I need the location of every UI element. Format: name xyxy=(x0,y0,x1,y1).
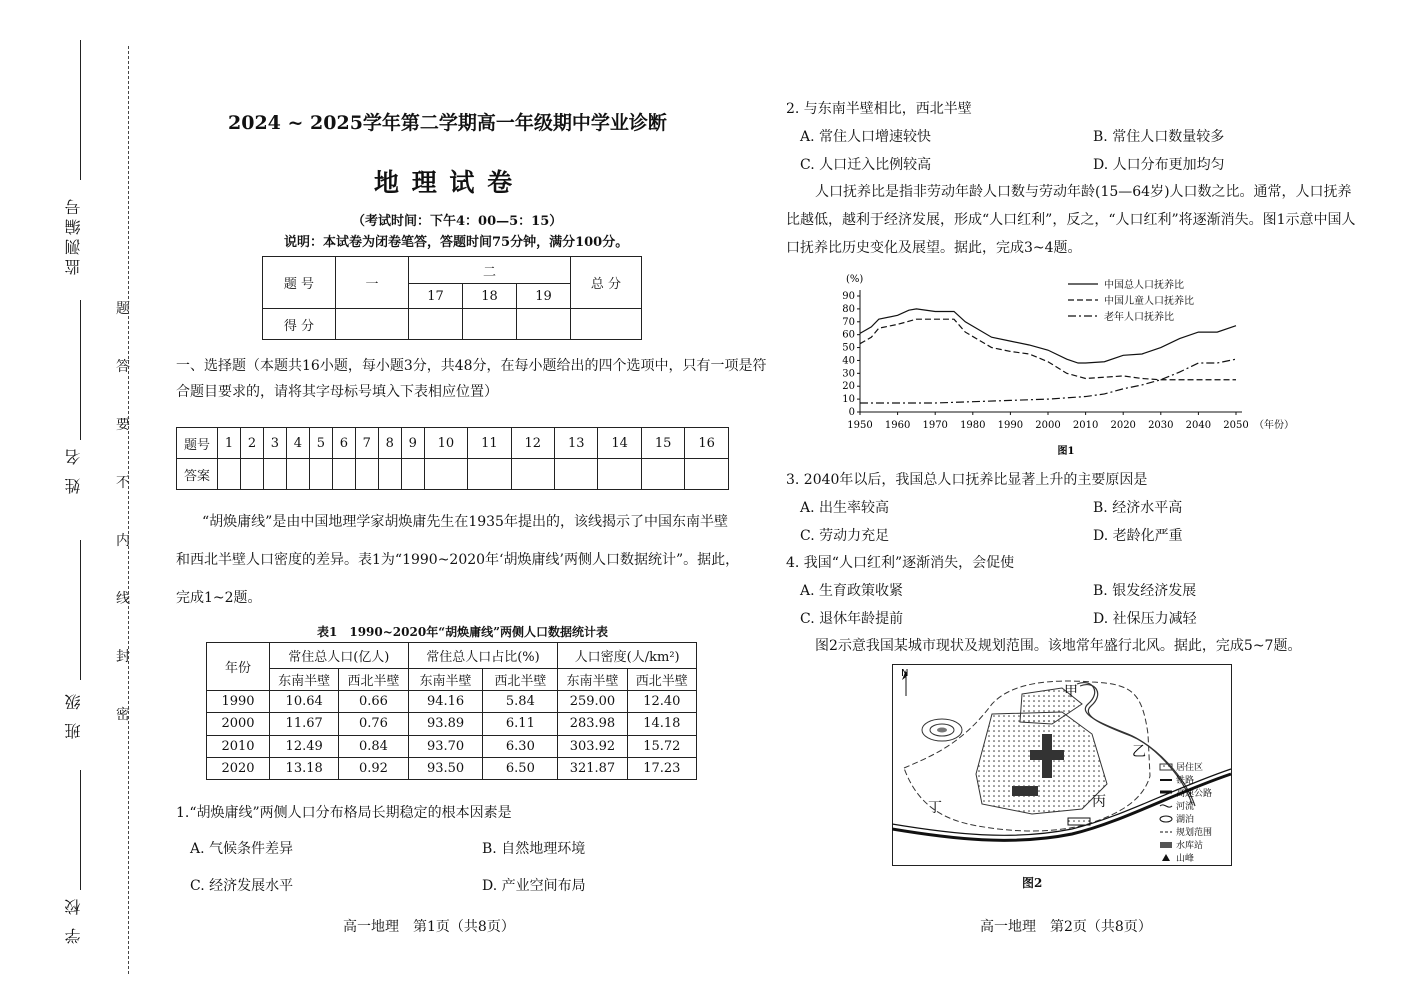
q2-option-c[interactable]: C. 人口迁入比例较高 xyxy=(800,157,932,173)
table-row xyxy=(207,713,697,735)
y-tick-label: 60 xyxy=(842,329,855,341)
passage1-line1: “胡焕庸线”是由中国地理学家胡焕庸先生在1935年提出的，该线揭示了中国东南半壁 xyxy=(202,514,728,530)
answer-number: 6 xyxy=(332,428,355,459)
seal-line xyxy=(128,46,130,974)
score-cell[interactable] xyxy=(463,309,517,340)
footer-left: 高一地理 第1页（共8页） xyxy=(343,919,515,935)
answer-number: 1 xyxy=(218,428,241,459)
legend-label-0: 中国总人口抚养比 xyxy=(1104,280,1184,291)
q4-option-c[interactable]: C. 退休年龄提前 xyxy=(800,611,904,627)
passage3: 图2示意我国某城市现状及规划范围。该地常年盛行北风。据此，完成5~7题。 xyxy=(815,638,1302,654)
passage1-line2: 和西北半壁人口密度的差异。表1为“1990~2020年‘胡焕庸线’两侧人口数据统计”。据此， xyxy=(176,552,740,568)
legend-railway: 铁路 xyxy=(1176,776,1195,786)
table1-caption: 表1 1990~2020年“胡焕庸线”两侧人口数据统计表 xyxy=(317,625,609,639)
q1-option-d[interactable]: D. 产业空间布局 xyxy=(482,878,586,894)
x-tick-label: 2030 xyxy=(1148,420,1174,431)
answer-number: 12 xyxy=(511,428,554,459)
x-tick-label: 2010 xyxy=(1072,420,1099,431)
score-q18: 18 xyxy=(463,284,517,309)
cell-value: 14.18 xyxy=(627,713,696,735)
x-tick-label: 2020 xyxy=(1110,420,1136,431)
seal-char: 内 xyxy=(116,533,130,549)
answer-cell[interactable] xyxy=(286,459,309,490)
table-row xyxy=(207,735,697,757)
table1 xyxy=(206,642,697,780)
table1-head-northwest: 西北半壁 xyxy=(627,669,696,691)
score-sec1: 一 xyxy=(336,257,409,309)
legend-residential-icon xyxy=(1160,764,1172,770)
cell-value: 6.50 xyxy=(483,757,558,779)
cell-year: 2010 xyxy=(207,735,270,757)
legend-station-icon xyxy=(1160,842,1172,848)
x-tick-label: 1950 xyxy=(847,420,873,431)
score-sec2: 二 xyxy=(409,257,571,284)
exam-title: 2024 ~ 2025学年第二学期高一年级期中学业诊断 xyxy=(228,112,667,134)
table1-group-population: 常住总人口(亿人) xyxy=(270,643,409,669)
y-tick-label: 30 xyxy=(842,368,855,380)
section1-line2: 合题目要求的，请将其字母标号填入下表相应位置） xyxy=(176,384,498,400)
seal-char: 密 xyxy=(116,707,130,723)
table1-head-northwest: 西北半壁 xyxy=(483,669,558,691)
answer-cell[interactable] xyxy=(641,459,684,490)
cell-value: 6.30 xyxy=(483,735,558,757)
cell-value: 259.00 xyxy=(558,691,627,713)
class-line xyxy=(80,540,81,680)
x-tick-label: 1990 xyxy=(997,420,1024,431)
seal-char: 封 xyxy=(116,649,130,665)
cell-value: 0.76 xyxy=(339,713,408,735)
cell-value: 17.23 xyxy=(627,757,696,779)
q2-option-d[interactable]: D. 人口分布更加均匀 xyxy=(1093,157,1225,173)
answer-cell[interactable] xyxy=(332,459,355,490)
y-tick-label: 90 xyxy=(842,291,855,302)
binding-margin xyxy=(0,0,140,1004)
q4-stem: 4. 我国“人口红利”逐渐消失，会促使 xyxy=(786,555,1015,571)
cell-value: 12.49 xyxy=(270,735,339,757)
q3-option-a[interactable]: A. 出生率较高 xyxy=(800,500,890,516)
passage2-line2: 比越低，越利于经济发展，形成“人口红利”，反之，“人口红利”将逐渐消失。图1示意中国人 xyxy=(786,212,1356,228)
q3-option-d[interactable]: D. 老龄化严重 xyxy=(1093,528,1183,544)
answer-cell[interactable] xyxy=(511,459,554,490)
answer-grid-label-no: 题号 xyxy=(177,428,218,459)
answer-number: 16 xyxy=(685,428,729,459)
exam-time: （考试时间：下午4：00—5：15） xyxy=(352,214,563,229)
city-plan-map xyxy=(892,664,1232,868)
cell-value: 321.87 xyxy=(558,757,627,779)
answer-number: 15 xyxy=(641,428,684,459)
legend-peak: 山峰 xyxy=(1176,854,1195,864)
q3-option-c[interactable]: C. 劳动力充足 xyxy=(800,528,890,544)
y-tick-label: 0 xyxy=(848,407,855,418)
seal-char: 要 xyxy=(116,417,130,433)
q4-option-a[interactable]: A. 生育政策收紧 xyxy=(800,583,904,599)
answer-number: 8 xyxy=(378,428,401,459)
seal-char: 不 xyxy=(116,475,130,491)
class-label: 班 级 xyxy=(64,690,83,740)
city-core xyxy=(1012,786,1038,796)
hydropower-station-icon xyxy=(1068,818,1090,825)
table1-head-southeast: 东南半壁 xyxy=(558,669,627,691)
cell-value: 93.50 xyxy=(408,757,483,779)
y-tick-label: 40 xyxy=(842,355,855,367)
table1-group-density: 人口密度(人/km²) xyxy=(558,643,697,669)
score-cell[interactable] xyxy=(571,309,642,340)
q3-option-b[interactable]: B. 经济水平高 xyxy=(1093,500,1183,516)
passage2-line3: 口抚养比历史变化及展望。据此，完成3~4题。 xyxy=(786,240,1082,256)
score-q17: 17 xyxy=(409,284,463,309)
answer-cell[interactable] xyxy=(401,459,424,490)
legend-planning: 规划范围 xyxy=(1176,828,1213,838)
score-cell[interactable] xyxy=(517,309,571,340)
x-tick-label: 2000 xyxy=(1035,420,1061,431)
answer-cell[interactable] xyxy=(309,459,332,490)
cell-value: 0.66 xyxy=(339,691,408,713)
answer-cell[interactable] xyxy=(218,459,241,490)
table-row xyxy=(207,691,697,713)
series-line-0 xyxy=(860,309,1236,363)
x-tick-label: 1960 xyxy=(884,420,911,431)
city-core xyxy=(1030,750,1064,760)
score-label-no: 题 号 xyxy=(263,257,336,309)
cell-year: 2020 xyxy=(207,757,270,779)
label-ding: 丁 xyxy=(928,800,942,816)
school-line xyxy=(80,770,81,890)
answer-number: 5 xyxy=(309,428,332,459)
answer-grid xyxy=(176,427,729,490)
cell-value: 10.64 xyxy=(270,691,339,713)
q2-option-b[interactable]: B. 常住人口数量较多 xyxy=(1093,129,1225,145)
footer-right: 高一地理 第2页（共8页） xyxy=(980,919,1152,935)
cell-year: 1990 xyxy=(207,691,270,713)
q1-option-b[interactable]: B. 自然地理环境 xyxy=(482,841,586,857)
answer-grid-label-ans: 答案 xyxy=(177,459,218,490)
cell-value: 13.18 xyxy=(270,757,339,779)
answer-cell[interactable] xyxy=(424,459,467,490)
score-cell[interactable] xyxy=(336,309,409,340)
legend-label-2: 老年人口抚养比 xyxy=(1104,312,1174,323)
score-table xyxy=(262,256,642,340)
answer-cell[interactable] xyxy=(263,459,286,490)
seal-char: 线 xyxy=(116,591,130,607)
q4-option-d[interactable]: D. 社保压力减轻 xyxy=(1093,611,1197,627)
answer-number: 3 xyxy=(263,428,286,459)
school-label: 学 校 xyxy=(64,895,83,945)
label-yi: 乙 xyxy=(1132,744,1146,760)
q2-stem: 2. 与东南半壁相比，西北半壁 xyxy=(786,101,972,117)
cell-value: 11.67 xyxy=(270,713,339,735)
x-tick-label: 2040 xyxy=(1185,420,1212,431)
answer-cell[interactable] xyxy=(555,459,598,490)
table-row xyxy=(207,757,697,779)
legend-label-1: 中国儿童人口抚养比 xyxy=(1104,296,1194,307)
y-tick-label: 10 xyxy=(842,394,855,406)
passage1-line3: 完成1~2题。 xyxy=(176,590,262,606)
lake-center xyxy=(937,728,947,733)
name-line xyxy=(80,300,81,440)
table1-head-southeast: 东南半壁 xyxy=(270,669,339,691)
q1-option-a[interactable]: A. 气候条件差异 xyxy=(190,841,294,857)
label-jia: 甲 xyxy=(1064,684,1078,700)
y-tick-label: 20 xyxy=(842,381,855,393)
figure2-caption: 图2 xyxy=(1022,876,1043,890)
instruction: 说明：本试卷为闭卷笔答，答题时间75分钟，满分100分。 xyxy=(284,235,629,250)
series-line-2 xyxy=(860,359,1236,403)
answer-cell[interactable] xyxy=(685,459,729,490)
answer-number: 11 xyxy=(468,428,511,459)
legend-river: 河流 xyxy=(1176,802,1195,812)
score-q19: 19 xyxy=(517,284,571,309)
table1-head-southeast: 东南半壁 xyxy=(408,669,483,691)
answer-number: 4 xyxy=(286,428,309,459)
y-tick-label: 80 xyxy=(842,303,855,315)
cell-value: 0.92 xyxy=(339,757,408,779)
cell-value: 6.11 xyxy=(483,713,558,735)
cell-year: 2000 xyxy=(207,713,270,735)
x-tick-label: 1970 xyxy=(922,420,948,431)
q3-stem: 3. 2040年以后，我国总人口抚养比显著上升的主要原因是 xyxy=(786,472,1148,488)
cell-value: 283.98 xyxy=(558,713,627,735)
dependency-ratio-chart xyxy=(830,266,1300,462)
answer-number: 14 xyxy=(598,428,641,459)
answer-cell[interactable] xyxy=(378,459,401,490)
x-tick-label: 1980 xyxy=(960,420,986,431)
cell-value: 94.16 xyxy=(408,691,483,713)
answer-number: 2 xyxy=(240,428,263,459)
q4-option-b[interactable]: B. 银发经济发展 xyxy=(1093,583,1197,599)
y-tick-label: 70 xyxy=(842,316,855,328)
seal-char: 题 xyxy=(116,301,130,317)
legend-residential: 居住区 xyxy=(1176,763,1204,773)
answer-cell[interactable] xyxy=(468,459,511,490)
section1-line1: 一、选择题（本题共16小题，每小题3分，共48分，在每小题给出的四个选项中，只有一项是符 xyxy=(176,358,767,374)
table1-group-ratio: 常住总人口占比(%) xyxy=(408,643,558,669)
cell-value: 93.89 xyxy=(408,713,483,735)
answer-number: 13 xyxy=(555,428,598,459)
legend-highway: 高速公路 xyxy=(1176,789,1213,799)
series-line-1 xyxy=(860,319,1236,380)
q1-stem: 1.“胡焕庸线”两侧人口分布格局长期稳定的根本因素是 xyxy=(176,805,512,821)
answer-cell[interactable] xyxy=(598,459,641,490)
cell-value: 0.84 xyxy=(339,735,408,757)
passage2-line1: 人口抚养比是指非劳动年龄人口数与劳动年龄(15—64岁)人口数之比。通常，人口抚养 xyxy=(815,184,1352,200)
table1-col-year: 年份 xyxy=(207,643,270,691)
answer-number: 7 xyxy=(355,428,378,459)
monitor-no-label: 监测编号 xyxy=(64,195,83,275)
answer-cell[interactable] xyxy=(355,459,378,490)
legend-station: 水库站 xyxy=(1176,841,1204,851)
answer-cell[interactable] xyxy=(240,459,263,490)
chart-title: 图1 xyxy=(1057,446,1075,457)
q1-option-c[interactable]: C. 经济发展水平 xyxy=(190,878,294,894)
name-label: 姓 名 xyxy=(64,445,83,495)
north-label: N xyxy=(901,668,909,679)
y-tick-label: 50 xyxy=(842,342,855,354)
q2-option-a[interactable]: A. 常住人口增速较快 xyxy=(800,129,932,145)
cell-value: 5.84 xyxy=(483,691,558,713)
score-total: 总 分 xyxy=(571,257,642,309)
y-axis-label: (%) xyxy=(846,274,864,285)
label-bing: 丙 xyxy=(1092,794,1106,810)
cell-value: 303.92 xyxy=(558,735,627,757)
monitor-no-line xyxy=(80,40,81,180)
answer-number: 9 xyxy=(401,428,424,459)
legend-lake: 湖泊 xyxy=(1176,815,1195,825)
cell-value: 93.70 xyxy=(408,735,483,757)
score-label-score: 得 分 xyxy=(263,309,336,340)
subject-title: 地 理 试 卷 xyxy=(374,168,515,197)
score-cell[interactable] xyxy=(409,309,463,340)
answer-number: 10 xyxy=(424,428,467,459)
table1-head-northwest: 西北半壁 xyxy=(339,669,408,691)
cell-value: 15.72 xyxy=(627,735,696,757)
x-axis-label: （年份） xyxy=(1254,420,1294,431)
seal-char: 答 xyxy=(116,359,130,375)
cell-value: 12.40 xyxy=(627,691,696,713)
x-tick-label: 2050 xyxy=(1223,420,1249,431)
